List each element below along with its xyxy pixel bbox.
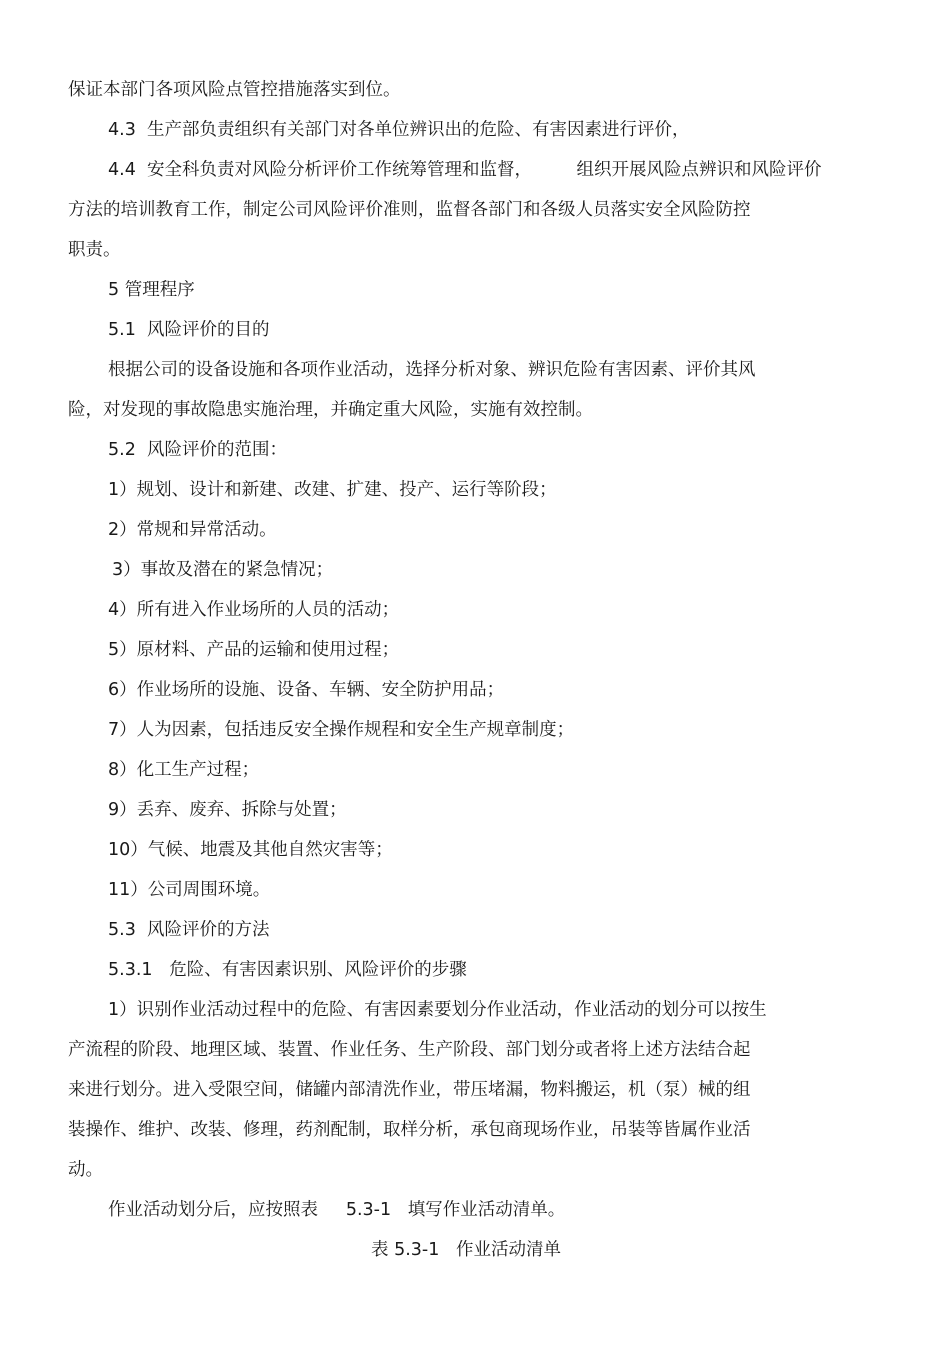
subsection-heading: 5.3.1 危险、有害因素识别、风险评价的步骤: [108, 960, 467, 980]
paragraph-line: 作业活动划分后，应按照表 5.3-1 填写作业活动清单。: [108, 1200, 566, 1220]
list-item: 1）规划、设计和新建、改建、扩建、投产、运行等阶段；: [108, 480, 557, 500]
paragraph-line: 4.3 生产部负责组织有关部门对各单位辨识出的危险、有害因素进行评价，: [108, 120, 690, 140]
list-item: 11）公司周围环境。: [108, 880, 271, 900]
subsection-heading: 5.2 风险评价的范围：: [108, 440, 287, 460]
paragraph-line: 方法的培训教育工作，制定公司风险评价准则，监督各部门和各级人员落实安全风险防控: [68, 200, 751, 220]
subsection-heading: 5.3 风险评价的方法: [108, 920, 270, 940]
list-item: 4）所有进入作业场所的人员的活动；: [108, 600, 400, 620]
paragraph-line: 1）识别作业活动过程中的危险、有害因素要划分作业活动，作业活动的划分可以按生: [108, 1000, 767, 1020]
paragraph-line: 动。: [68, 1160, 103, 1180]
list-item: 5）原材料、产品的运输和使用过程；: [108, 640, 400, 660]
list-item: 3）事故及潜在的紧急情况；: [112, 560, 334, 580]
paragraph-line: 险，对发现的事故隐患实施治理，并确定重大风险，实施有效控制。: [68, 400, 593, 420]
paragraph-line: 装操作、维护、改装、修理，药剂配制，取样分析，承包商现场作业，吊装等皆属作业活: [68, 1120, 751, 1140]
subsection-heading: 5.1 风险评价的目的: [108, 320, 270, 340]
table-caption: 表 5.3-1 作业活动清单: [371, 1240, 562, 1260]
list-item: 2）常规和异常活动。: [108, 520, 277, 540]
list-item: 8）化工生产过程；: [108, 760, 260, 780]
paragraph-line: 根据公司的设备设施和各项作业活动，选择分析对象、辨识危险有害因素、评价其风: [108, 360, 756, 380]
paragraph-line: 产流程的阶段、地理区域、装置、作业任务、生产阶段、部门划分或者将上述方法结合起: [68, 1040, 751, 1060]
list-item: 7）人为因素，包括违反安全操作规程和安全生产规章制度；: [108, 720, 575, 740]
section-heading: 5 管理程序: [108, 280, 195, 300]
paragraph-line: 来进行划分。进入受限空间，储罐内部清洗作业，带压堵漏，物料搬运，机（泵）械的组: [68, 1080, 751, 1100]
paragraph-line: 保证本部门各项风险点管控措施落实到位。: [68, 80, 401, 100]
paragraph-line: 4.4 安全科负责对风险分析评价工作统筹管理和监督， 组织开展风险点辨识和风险评价: [108, 160, 822, 180]
paragraph-line: 职责。: [68, 240, 121, 260]
list-item: 10）气候、地震及其他自然灾害等；: [108, 840, 393, 860]
list-item: 6）作业场所的设施、设备、车辆、安全防护用品；: [108, 680, 505, 700]
list-item: 9）丢弃、废弃、拆除与处置；: [108, 800, 347, 820]
